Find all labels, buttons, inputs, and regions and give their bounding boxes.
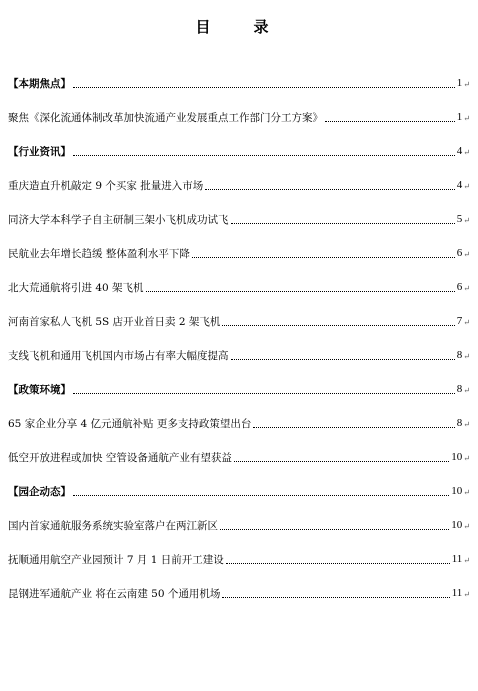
toc-entry-row[interactable] <box>8 236 470 270</box>
toc-entry-title: 昆钢进军通航产业 将在云南建 50 个通用机场 <box>8 587 221 600</box>
toc-section-row[interactable] <box>8 134 470 168</box>
paragraph-mark-icon: ↵ <box>463 181 470 191</box>
toc-section-row[interactable] <box>8 474 470 508</box>
toc-entry-row[interactable] <box>8 100 470 134</box>
dot-leader <box>222 596 449 598</box>
dot-leader <box>220 528 449 530</box>
toc-entry-title: 同济大学本科学子自主研制三架小飞机成功试飞 <box>8 213 229 226</box>
toc-page-number: 8 <box>456 349 463 361</box>
dot-leader <box>73 86 455 88</box>
toc-title: 目 录 <box>195 18 283 36</box>
paragraph-mark-icon: ↵ <box>463 113 470 123</box>
toc-entry-title: 聚焦《深化流通体制改革加快流通产业发展重点工作部门分工方案》 <box>8 111 323 124</box>
toc-entry-title: 北大荒通航将引进 40 架飞机 <box>8 281 144 294</box>
toc-entry-title: 抚顺通用航空产业园预计 7 月 1 日前开工建设 <box>8 553 224 566</box>
dot-leader <box>253 426 454 428</box>
dot-leader <box>231 222 455 224</box>
toc-section-row[interactable] <box>8 66 470 100</box>
dot-leader <box>192 256 455 258</box>
toc-page-number: 8 <box>456 417 463 429</box>
paragraph-mark-icon: ↵ <box>463 555 470 565</box>
dot-leader <box>231 358 455 360</box>
toc-page-number: 8 <box>456 383 463 395</box>
paragraph-mark-icon: ↵ <box>463 317 470 327</box>
dot-leader <box>73 154 455 156</box>
toc-entry-row[interactable] <box>8 168 470 202</box>
dot-leader <box>205 188 455 190</box>
toc-page-number: 10 <box>451 519 463 531</box>
toc-entry-row[interactable] <box>8 406 470 440</box>
toc-entry-row[interactable] <box>8 576 470 610</box>
toc-page-number: 1 <box>456 111 463 123</box>
paragraph-mark-icon: ↵ <box>463 351 470 361</box>
paragraph-mark-icon: ↵ <box>463 283 470 293</box>
toc-entry-row[interactable] <box>8 542 470 576</box>
dot-leader <box>222 324 454 326</box>
toc-entry-title: 低空开放进程或加快 空管设备通航产业有望获益 <box>8 451 232 464</box>
toc-entry-title: 河南首家私人飞机 5S 店开业首日卖 2 架飞机 <box>8 315 221 328</box>
paragraph-mark-icon: ↵ <box>463 249 470 259</box>
paragraph-mark-icon: ↵ <box>463 215 470 225</box>
dot-leader <box>73 392 455 394</box>
toc-page-number: 1 <box>456 77 463 89</box>
toc-entry-row[interactable] <box>8 270 470 304</box>
toc-entry-row[interactable] <box>8 440 470 474</box>
dot-leader <box>325 120 455 122</box>
paragraph-mark-icon: ↵ <box>463 147 470 157</box>
toc-page-number: 6 <box>456 281 463 293</box>
paragraph-mark-icon: ↵ <box>463 385 470 395</box>
toc-section-heading: 【行业资讯】 <box>8 145 71 158</box>
toc-page-number: 11 <box>451 553 463 565</box>
toc-entry-title: 国内首家通航服务系统实验室落户在两江新区 <box>8 519 218 532</box>
paragraph-mark-icon: ↵ <box>463 589 470 599</box>
toc-page-number: 4 <box>456 145 463 157</box>
toc-page-number: 5 <box>456 213 463 225</box>
paragraph-mark-icon: ↵ <box>463 79 470 89</box>
toc-entry-title: 支线飞机和通用飞机国内市场占有率大幅度提高 <box>8 349 229 362</box>
toc-page-number: 7 <box>456 315 463 327</box>
toc-section-row[interactable] <box>8 372 470 406</box>
toc-section-heading: 【政策环境】 <box>8 383 71 396</box>
toc-section-heading: 【本期焦点】 <box>8 77 71 90</box>
toc-page-number: 4 <box>456 179 463 191</box>
dot-leader <box>73 494 449 496</box>
toc-page-number: 10 <box>451 485 463 497</box>
toc-entry-row[interactable] <box>8 338 470 372</box>
toc-page-number: 6 <box>456 247 463 259</box>
dot-leader <box>234 460 449 462</box>
paragraph-mark-icon: ↵ <box>463 419 470 429</box>
toc-entry-title: 65 家企业分享 4 亿元通航补贴 更多支持政策望出台 <box>8 417 252 430</box>
toc-page-number: 11 <box>451 587 463 599</box>
toc-entry-row[interactable] <box>8 508 470 542</box>
table-of-contents <box>8 66 470 610</box>
toc-entry-row[interactable] <box>8 202 470 236</box>
dot-leader <box>226 562 450 564</box>
dot-leader <box>146 290 455 292</box>
paragraph-mark-icon: ↵ <box>463 521 470 531</box>
toc-entry-title: 重庆造直升机敲定 9 个买家 批量进入市场 <box>8 179 204 192</box>
toc-section-heading: 【园企动态】 <box>8 485 71 498</box>
toc-entry-title: 民航业去年增长趋缓 整体盈利水平下降 <box>8 247 190 260</box>
paragraph-mark-icon: ↵ <box>463 453 470 463</box>
toc-entry-row[interactable] <box>8 304 470 338</box>
paragraph-mark-icon: ↵ <box>463 487 470 497</box>
toc-page-number: 10 <box>451 451 463 463</box>
